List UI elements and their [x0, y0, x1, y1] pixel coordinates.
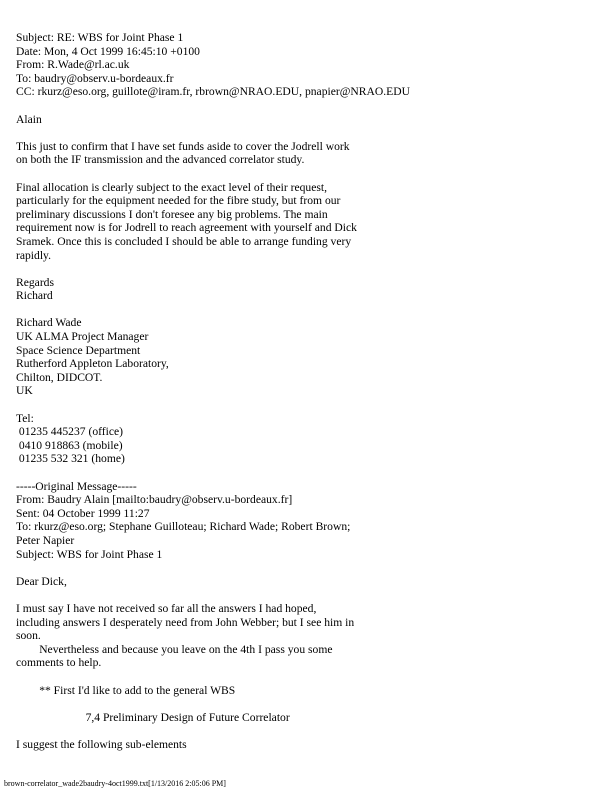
- page-footer: brown-correlator_wade2baudry-4oct1999.txt[1/13/2016 2:05:06 PM]: [4, 779, 226, 788]
- original-from: From: Baudry Alain [mailto:baudry@observ.u-bordeaux.fr]: [16, 493, 293, 507]
- reply-para2-line: requirement now is for Jodrell to reach agreement with yourself and Dick: [16, 221, 357, 235]
- reply-para1-line: This just to confirm that I have set funds aside to cover the Jodrell work: [16, 139, 350, 153]
- reply-para2-line: particularly for the equipment needed for the fibre study, but from our: [16, 194, 341, 208]
- signature-department: Space Science Department: [16, 343, 141, 357]
- original-to-continued: Peter Napier: [16, 533, 75, 547]
- signature-title: UK ALMA Project Manager: [16, 330, 149, 344]
- original-greeting: Dear Dick,: [16, 574, 67, 588]
- phone-office: 01235 445237 (office): [16, 425, 124, 439]
- original-point1: ** First I'd like to add to the general WBS: [16, 683, 236, 697]
- tel-label: Tel:: [16, 411, 34, 425]
- original-to: To: rkurz@eso.org; Stephane Guilloteau; Richard Wade; Robert Brown;: [16, 520, 351, 534]
- reply-para2-line: Sramek. Once this is concluded I should be able to arrange funding very: [16, 234, 352, 248]
- original-para1-line: including answers I desperately need from John Webber; but I see him in: [16, 615, 355, 629]
- signature-name: Richard Wade: [16, 316, 82, 330]
- header-cc: CC: rkurz@eso.org, guillote@iram.fr, rbrown@NRAO.EDU, pnapier@NRAO.EDU: [16, 85, 410, 99]
- reply-para2-line: Final allocation is clearly subject to the exact level of their request,: [16, 180, 327, 194]
- reply-closing: Regards: [16, 275, 54, 289]
- email-document: [16, 31, 596, 751]
- phone-mobile: 0410 918863 (mobile): [16, 438, 123, 452]
- reply-para2-line: rapidly.: [16, 248, 51, 262]
- original-separator: -----Original Message-----: [16, 479, 137, 493]
- header-date: Date: Mon, 4 Oct 1999 16:45:10 +0100: [16, 44, 200, 58]
- reply-para2-line: preliminary discussions I don't foresee any big problems. The main: [16, 207, 328, 221]
- reply-signoff: Richard: [16, 289, 53, 303]
- original-wbs-item: 7,4 Preliminary Design of Future Correlator: [16, 710, 290, 724]
- original-para1-line: I must say I have not received so far all the answers I had hoped,: [16, 601, 317, 615]
- signature-country: UK: [16, 384, 33, 398]
- phone-home: 01235 532 321 (home): [16, 452, 125, 466]
- signature-town: Chilton, DIDCOT.: [16, 370, 103, 384]
- original-sent: Sent: 04 October 1999 11:27: [16, 506, 150, 520]
- header-to: To: baudry@observ.u-bordeaux.fr: [16, 71, 174, 85]
- reply-para1-line: on both the IF transmission and the advanced correlator study.: [16, 153, 305, 167]
- header-subject: Subject: RE: WBS for Joint Phase 1: [16, 31, 184, 44]
- reply-greeting: Alain: [16, 112, 42, 126]
- original-para1-line: soon.: [16, 629, 41, 643]
- original-subject: Subject: WBS for Joint Phase 1: [16, 547, 163, 561]
- header-from: From: R.Wade@rl.ac.uk: [16, 58, 130, 72]
- original-para1-line: comments to help.: [16, 656, 102, 670]
- original-para1-line: Nevertheless and because you leave on the 4th I pass you some: [16, 642, 333, 656]
- signature-lab: Rutherford Appleton Laboratory,: [16, 357, 169, 371]
- original-suggest: I suggest the following sub-elements: [16, 737, 187, 751]
